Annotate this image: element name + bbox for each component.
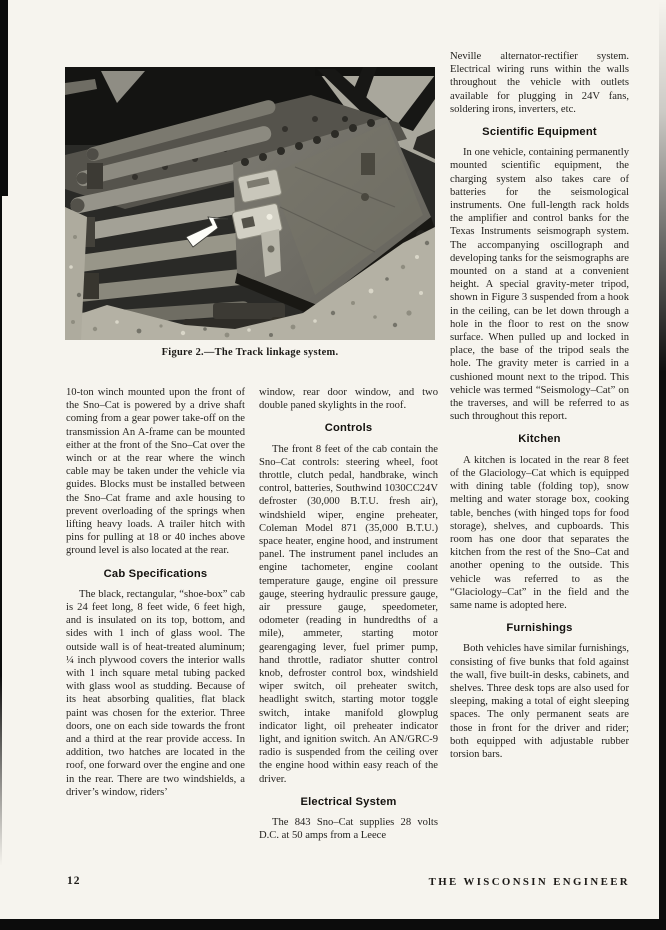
paragraph: window, rear door window, and two double paned skylights in the roof. [259,387,438,412]
paragraph: The black, rectangular, “shoe-box” cab is 24 feet long, 8 feet wide, 6 feet high, and is insulated on its top, bottom, and sides with 1 inch of glass wool. The outside wall is of heat-treated aluminum; ¼ inch plywood covers the interior walls with 1 inch square metal tubing packed with glass wool as studding. Because of its heat absorbing qualities, flat black paint was chosen for the exterior. Three doors, one on each side towards the front and a third at the rear provide access. In addition, two hatches are located in the roof, one forward over the engine and one in the rear. There are two windshields, a driver’s window, riders’ [66,588,245,798]
magazine-title-footer: THE WISCONSIN ENGINEER [428,876,630,888]
scan-edge-right [659,0,666,930]
section-heading-furnishings: Furnishings [506,622,573,635]
column-middle [259,386,438,843]
scan-edge-left-line [0,0,2,866]
track-photo-illustration [65,67,435,340]
figure-caption: Figure 2.—The Track linkage system. [161,347,339,358]
paragraph: A kitchen is located in the rear 8 feet of the Glaciology–Cat which is equipped with dining table (folding top), snow melting and water storage box, cooking table, benches (with hinged tops for food storage), shelves, and cupboards. This room has one door that separates the kitchen from the rest of the Sno–Cat and another opening to the outside. This vehicle was referred to as the “Glaciology–Cat” in the field and the same name is adopted here. [450,454,629,611]
paragraph: The 843 Sno–Cat supplies 28 volts D.C. at 50 amps from a Leece [259,817,438,842]
section-heading-electrical-system: Electrical System [300,795,397,808]
paragraph: Neville alternator-rectifier system. Electrical wiring runs within the walls throughout the vehicle with outlets available for plugging in 24V fans, soldering irons, inverters, etc. [450,51,629,115]
scan-edge-bottom [0,919,666,930]
page-number: 12 [67,875,81,887]
section-heading-kitchen: Kitchen [518,433,561,446]
paragraph: In one vehicle, containing permanently mounted scientific equipment, the charging system also takes care of batteries for the seismological instruments. One full-length rack holds the amplifier and control banks for the Texas Instruments seismograph system. The accompanying oscillograph and developing tanks for the seismographs are mounted on a stand at a convenient height. A special gravity-meter tripod, shown in Figure 3 suspended from a hook in the ceiling, can be let down through a hole in the floor to rest on the snow surface. When pulled up and locked in place, the base of the tripod seals the hole. The gravity meter is carried in a cushioned mount next to the tripod. This vehicle was termed “Seismology–Cat” on the traverses, and will be referred to as such throughout this report. [450,147,629,423]
paragraph: The front 8 feet of the cab contain the Sno–Cat controls: steering wheel, foot throttle, clutch pedal, handbrake, winch control, batteries, Southwind 1030CC24V defroster (30,000 B.T.U. fresh air), windshield wiper, engine preheater, Coleman Model 871 (35,000 B.T.U.) space heater, engine hood, and instrument panel. The instrument panel includes an engine tachometer, engine coolant temperature gauge, engine oil pressure gauge, steering hydraulic pressure gauge, air pressure gauge, speedometer, odometer (reading in hundredths of a mile), ammeter, starting motor gearengaging lever, fuel primer pump, hand throttle, radiator shutter control knob, defroster control box, windshield wiper switch, oil preheater switch, headlight switch, starting motor toggle switch, intake manifold glowplug indicator light, oil preheater indicator light, and ignition switch. An AN/GRC-9 radio is suspended from the ceiling over the engine hood within easy reach of the driver. [259,443,438,785]
column-left [66,386,245,799]
column-right [450,50,629,761]
paragraph: 10-ton winch mounted upon the front of the Sno–Cat is powered by a drive shaft coming from a gear power take-off on the transmission An A-frame can be mounted either at the front of the Sno–Cat over the winch or at the rear where the winch cable may be taken under the vehicle via guides. Blocks must be installed between the Sno–Cat frame and axle housing to prevent overloading of the springs when lifting heavy loads. A trailer hitch with pins for pulling at 18 or 40 inches above ground level is also located at the rear. [66,387,245,557]
section-heading-controls: Controls [324,422,373,435]
figure-photo [65,67,435,340]
section-heading-scientific-equipment: Scientific Equipment [482,126,597,139]
section-heading-cab-specifications: Cab Specifications [103,567,208,580]
paragraph: Both vehicles have similar furnishings, consisting of five bunks that fold against the wall, five built-in desks, cabinets, and shelves. Three desk tops are also used for sleeping, making a total of eight sleeping spaces. The only permanent seats are those in front for the driver and rider; both equipped with adjustable rubber torsion bars. [450,643,629,760]
